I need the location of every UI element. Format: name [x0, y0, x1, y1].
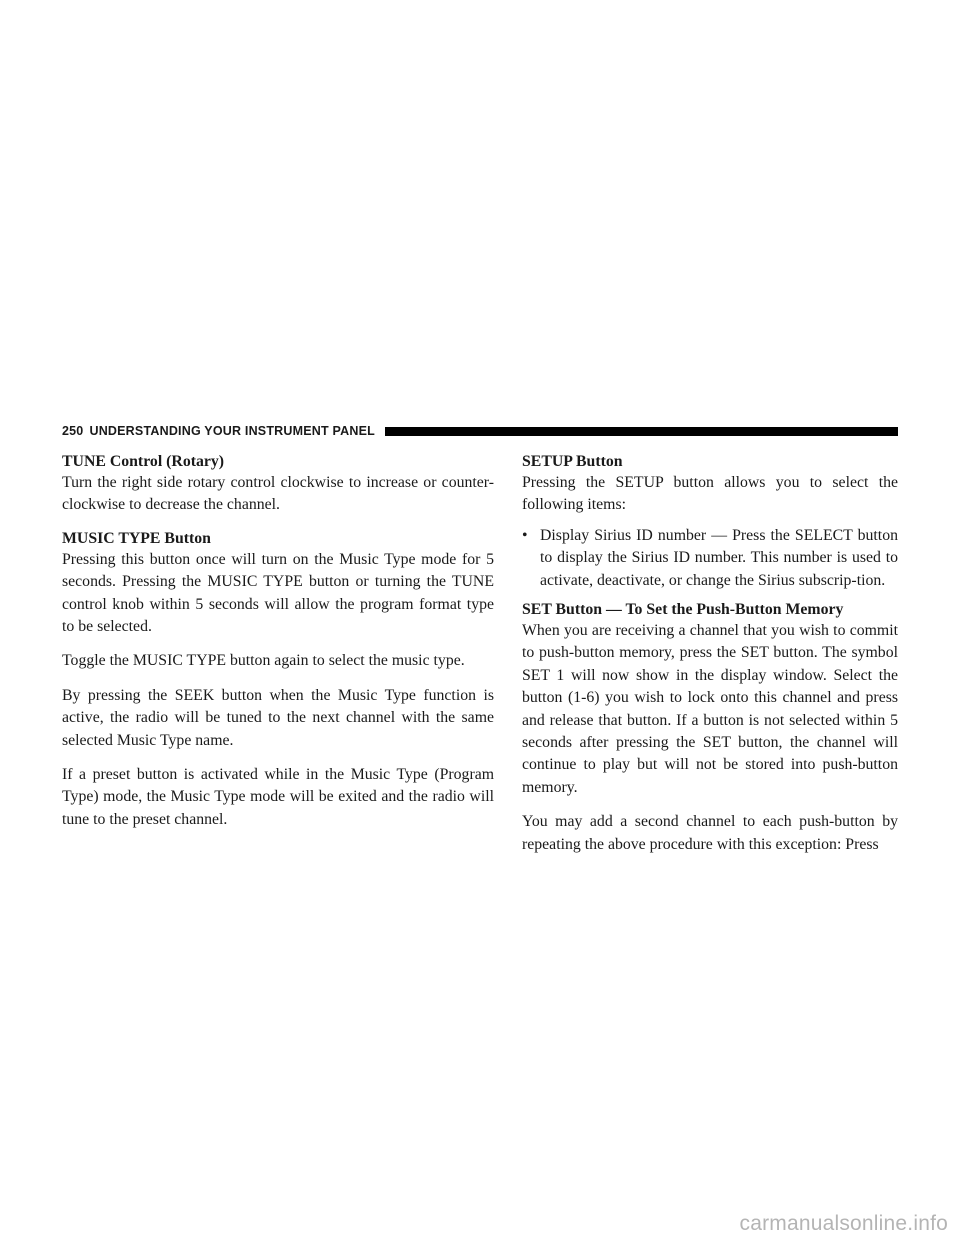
music-type-paragraph-3: By pressing the SEEK button when the Music Type function is active, the radio will be tuned to the next channel with the same selected Music Type name. [62, 686, 494, 749]
bullet-icon: • [522, 526, 528, 544]
watermark: carmanualsonline.info [739, 1212, 948, 1235]
page-header [62, 423, 898, 439]
section-title: UNDERSTANDING YOUR INSTRUMENT PANEL [89, 424, 375, 438]
music-type-paragraph-1: Pressing this button once will turn on the Music Type mode for 5 seconds. Pressing the MUSIC TYPE button or turning the TUNE control knob within 5 seconds will allow the program format type to be selected. [62, 550, 494, 636]
setup-text: Pressing the SETUP button allows you to select the following items: [522, 474, 898, 514]
set-paragraph-1: When you are receiving a channel that you wish to commit to push-button memory, press the SET button. The symbol SET 1 will now show in the display window. Select the button (1-6) you wish to lock onto this channel and press and release that button. If a button is not selected within 5 seconds after pressing the SET button, the channel will continue to play but will not be stored into push-button memory. [522, 622, 898, 796]
setup-bullet-item [522, 525, 898, 592]
music-type-paragraph-4: If a preset button is activated while in the Music Type (Program Type) mode, the Music Type mode will be exited and the radio will tune to the preset channel. [62, 766, 494, 828]
page-number: 250 [62, 424, 84, 438]
set-heading: SET Button — To Set the Push-Button Memory [522, 601, 844, 619]
tune-heading: TUNE Control (Rotary) [62, 453, 225, 470]
set-paragraph-2: You may add a second channel to each push-button by repeating the above procedure with this exception: Press [522, 813, 898, 853]
setup-heading: SETUP Button [522, 453, 623, 470]
music-type-heading: MUSIC TYPE Button [62, 529, 211, 547]
setup-bullet-text: Display Sirius ID number — Press the SELECT button to display the Sirius ID number. This number is used to activate, deactivate, or change the Sirius subscrip-tion. [540, 526, 898, 589]
right-column [522, 452, 898, 868]
header-rule [385, 427, 898, 436]
left-column [62, 452, 494, 843]
music-type-paragraph-2: Toggle the MUSIC TYPE button again to select the music type. [62, 652, 465, 670]
tune-text: Turn the right side rotary control clockwise to increase or counter-clockwise to decrease the channel. [62, 474, 494, 514]
